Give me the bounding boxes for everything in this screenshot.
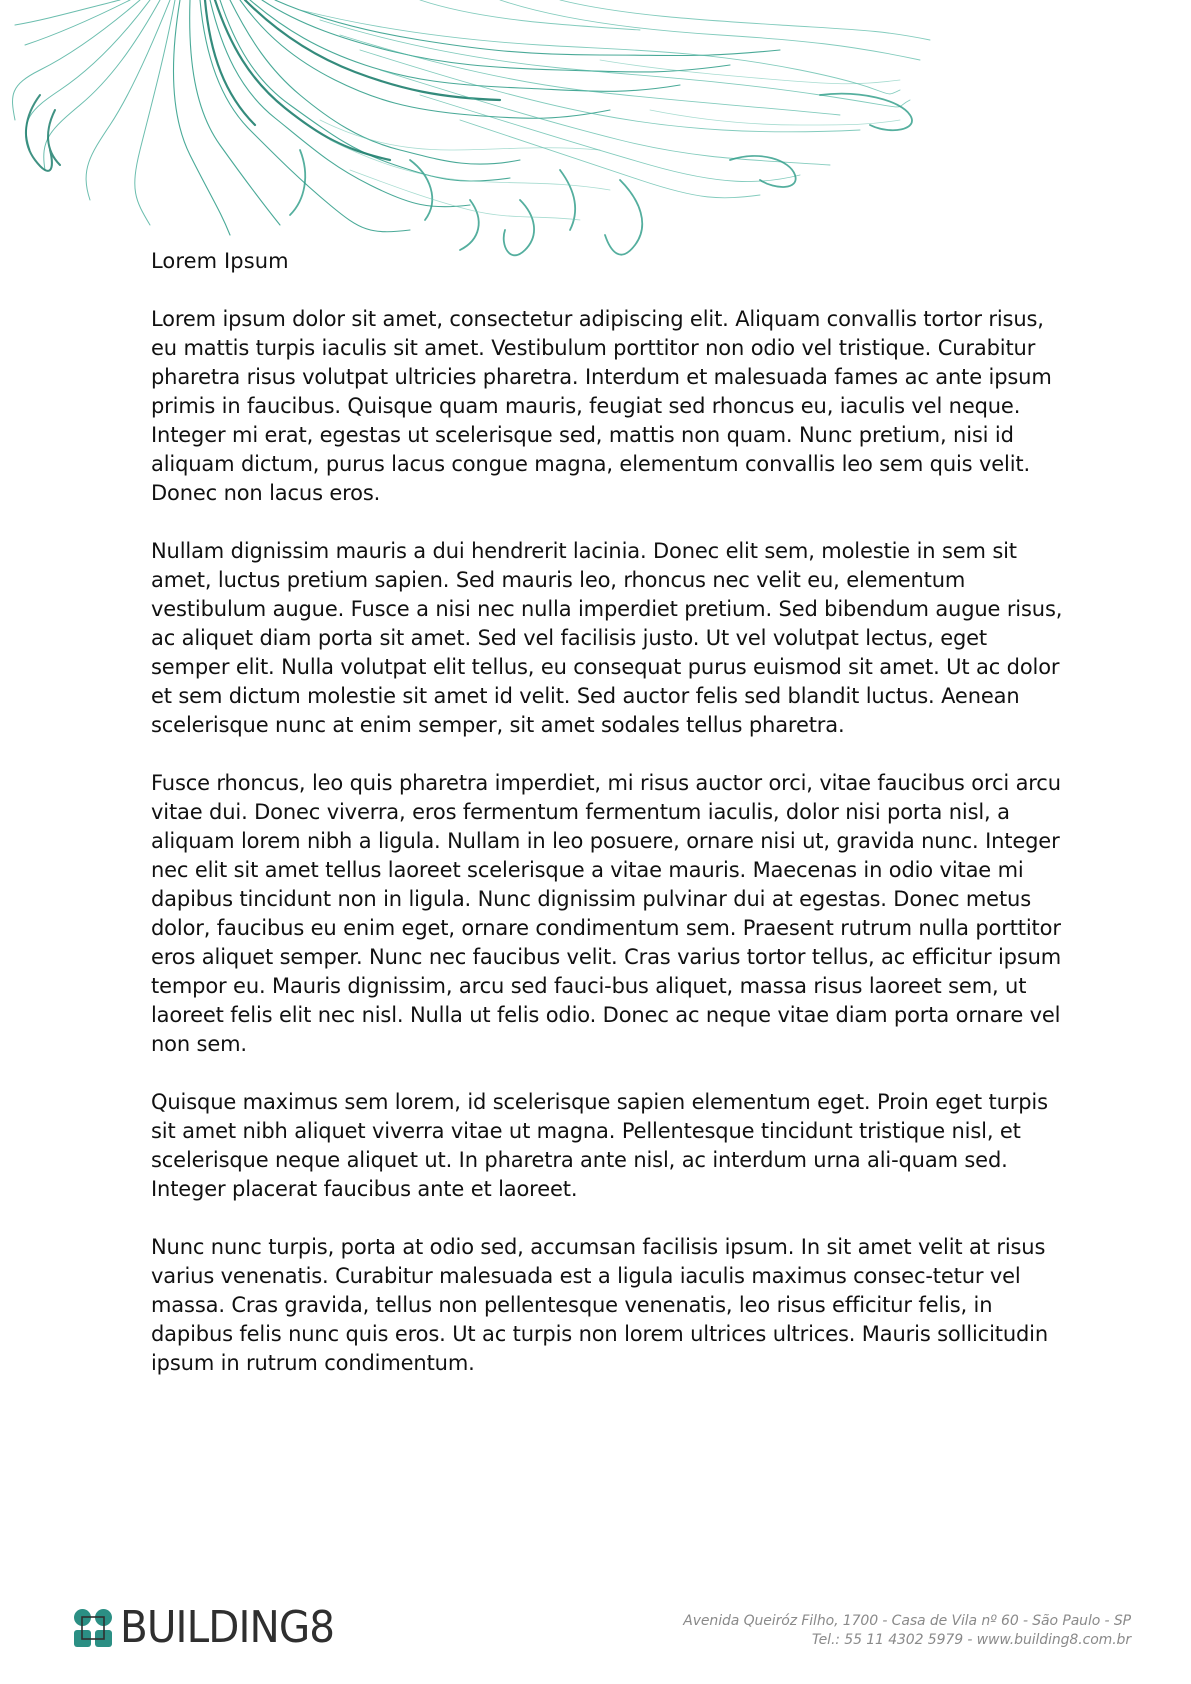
paragraph-5: Nunc nunc turpis, porta at odio sed, accumsan facilisis ipsum. In sit amet velit at risus varius venenatis. Curabitur malesuada est a ligula iaculis maximus consec-tetur vel massa. Cras gravida, tellus non pellentesque venenatis, leo risus efficitur felis, in dapibus felis nunc quis eros. Ut ac turpis non lorem ultrices ultrices. Mauris sollicitudin ipsum in rutrum condimentum. [151, 1235, 1049, 1375]
footer-phone-website: Tel.: 55 11 4302 5979 - www.building8.com.br [811, 1632, 1131, 1648]
document-title: Lorem Ipsum [151, 249, 289, 273]
header-marbled-artwork [0, 0, 940, 260]
logo-wordmark: BUILDING8 [120, 1602, 335, 1653]
logo-mark-icon [72, 1607, 114, 1649]
document-body [151, 247, 1063, 1407]
paragraph-3: Fusce rhoncus, leo quis pharetra imperdiet, mi risus auctor orci, vitae faucibus orci arcu vitae dui. Donec viverra, eros fermentum fermentum iaculis, dolor nisi porta nisl, a aliquam lorem nibh a ligula. Nullam in leo posuere, ornare nisi ut, gravida nunc. Integer nec elit sit amet tellus laoreet scelerisque a vitae mauris. Maecenas in odio vitae mi dapibus tincidunt non in ligula. Nunc dignissim pulvinar dui at egestas. Donec metus dolor, faucibus eu enim eget, ornare condimentum sem. Praesent rutrum nulla porttitor eros aliquet semper. Nunc nec faucibus velit. Cras varius tortor tellus, ac efficitur ipsum tempor eu. Mauris dignissim, arcu sed fauci-bus aliquet, massa risus laoreet sem, ut laoreet felis elit nec nisl. Nulla ut felis odio. Donec ac neque vitae diam porta ornare vel non sem. [151, 771, 1062, 1056]
paragraph-4: Quisque maximus sem lorem, id scelerisque sapien elementum eget. Proin eget turpis sit amet nibh aliquet viverra vitae ut magna. Pellentesque tincidunt tristique nisl, et scelerisque neque aliquet ut. In pharetra ante nisl, ac interdum urna ali-quam sed. Integer placerat faucibus ante et laoreet. [151, 1090, 1048, 1201]
building8-logo [72, 1602, 353, 1653]
footer-contact-block [683, 1612, 1131, 1650]
paragraph-2: Nullam dignissim mauris a dui hendrerit lacinia. Donec elit sem, molestie in sem sit amet, luctus pretium sapien. Sed mauris leo, rhoncus nec velit eu, elementum vestibulum augue. Fusce a nisi nec nulla imperdiet pretium. Sed bibendum augue risus, ac aliquet diam porta sit amet. Sed vel facilisis justo. Ut vel volutpat lectus, eget semper elit. Nulla volutpat elit tellus, eu consequat purus euismod sit amet. Ut ac dolor et sem dictum molestie sit amet id velit. Sed auctor felis sed blandit luctus. Aenean scelerisque nunc at enim semper, sit amet sodales tellus pharetra. [151, 539, 1063, 737]
page-footer [0, 1600, 1191, 1660]
footer-address: Avenida Queiróz Filho, 1700 - Casa de Vila nº 60 - São Paulo - SP [683, 1613, 1131, 1629]
paragraph-1: Lorem ipsum dolor sit amet, consectetur adipiscing elit. Aliquam convallis tortor risus, eu mattis turpis iaculis sit amet. Vestibulum porttitor non odio vel tristique. Curabitur pharetra risus volutpat ultricies pharetra. Interdum et malesuada fames ac ante ipsum primis in faucibus. Quisque quam mauris, feugiat sed rhoncus eu, iaculis vel neque. Integer mi erat, egestas ut scelerisque sed, mattis non quam. Nunc pretium, nisi id aliquam dictum, purus lacus congue magna, elementum convallis leo sem quis velit. Donec non lacus eros. [151, 307, 1052, 505]
